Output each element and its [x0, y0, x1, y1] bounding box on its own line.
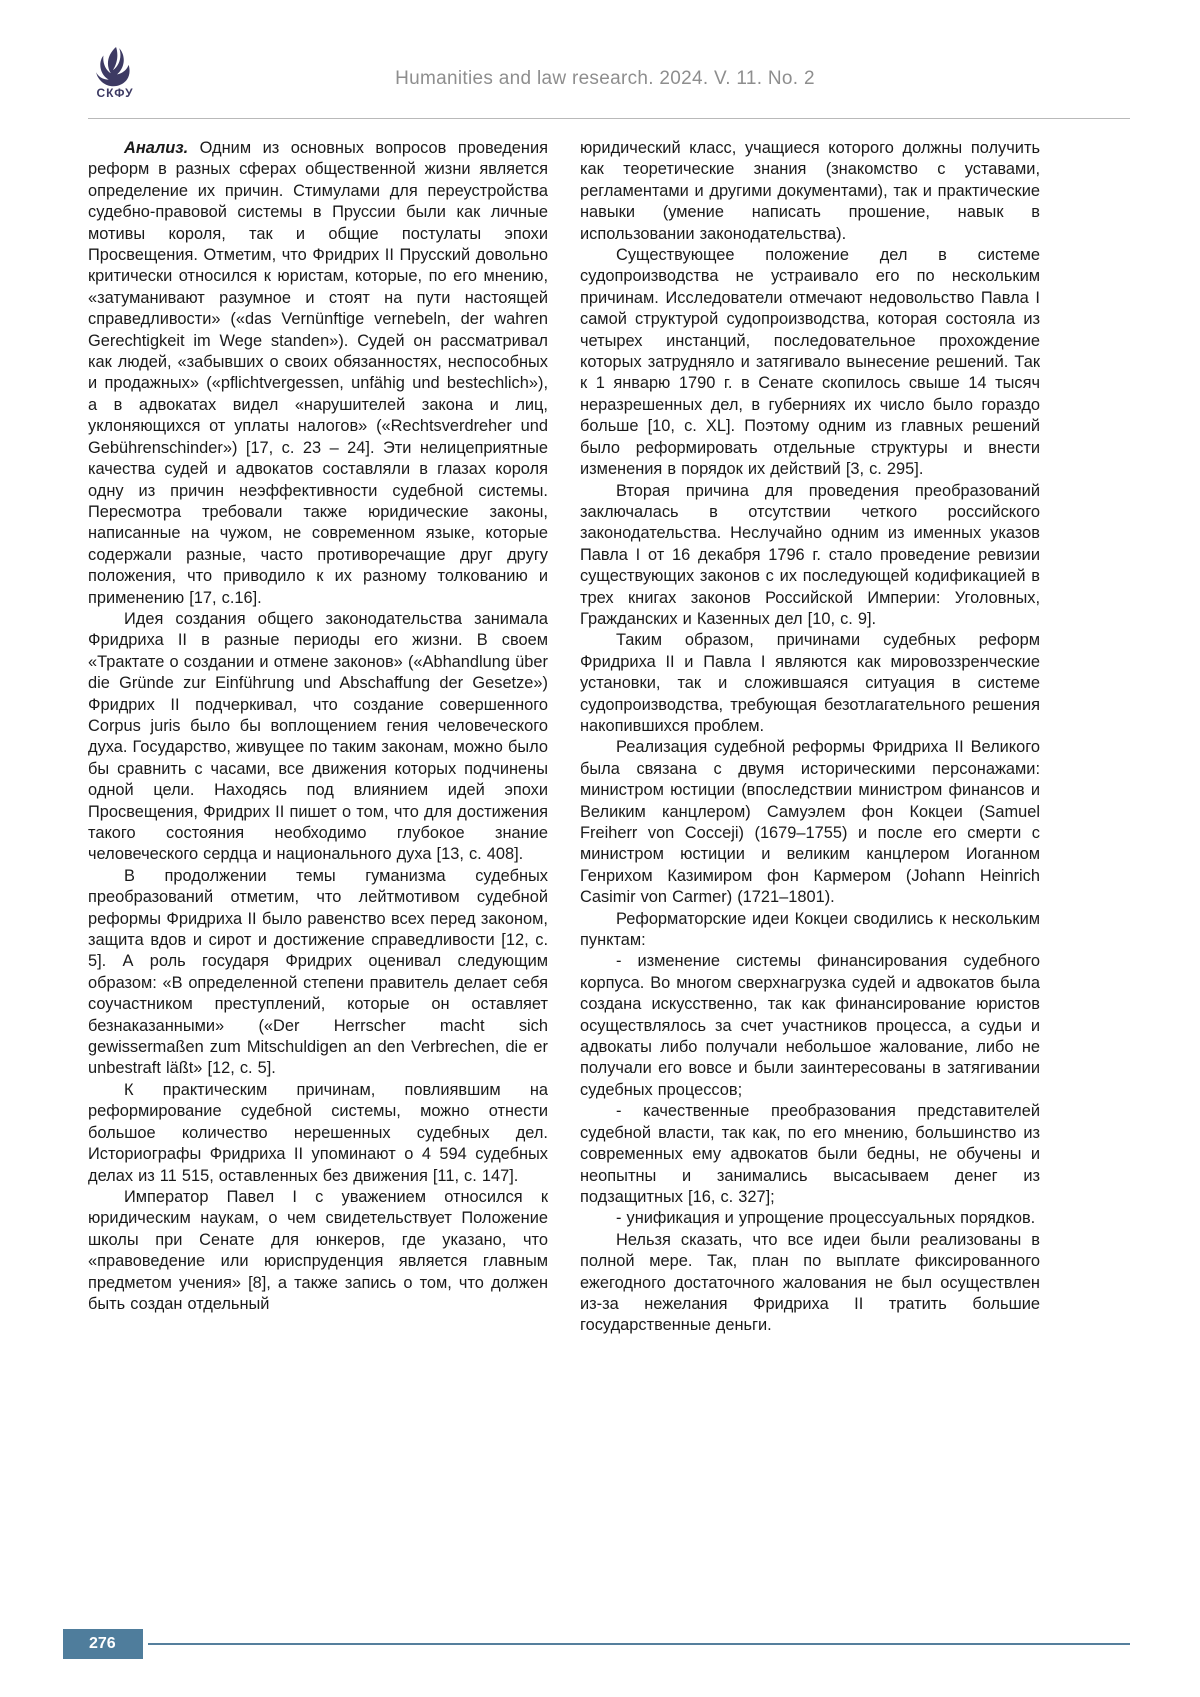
paragraph: Вторая причина для проведения преобразований заключалась в отсутствии четкого российского законодательства. Неслучайно одним из именных указов Павла I от 16 декабря 1796 г. стало проведение ревизии существующих законов с их последующей кодификацией в трех книгах законов Российской Империи: Уголовных, Гражданских и Казенных дел [10, с. 9]. [580, 481, 1040, 628]
page-number: 276 [89, 1635, 116, 1652]
header-divider [88, 118, 1130, 119]
footer-divider [148, 1643, 1130, 1645]
paragraph-text: Одним из основных вопросов проведения реформ в разных сферах общественной жизни является определение их причин. Стимулами для переустройства судебно-правовой системы в Пруссии были как личные мотивы короля, так и общие постулаты эпохи Просвещения. Отметим, что Фридрих II Прусский довольно критически относился к юристам, которые, по его мнению, «затуманивают разумное и стоят на пути настоящей справедливости» («das Vernünftige vernebeln, der wahren Gerechtigkeit im Wege standen»). Судей он рассматривал как людей, «забывших о своих обязанностях, неспособных и продажных» («pflichtvergessen, unfähig und bestechlich»), а в адвокатах видел «нарушителей закона и лиц, уклоняющихся от уплаты налогов» («Rechtsverdreher und Gebührenschinder») [17, с. 23 – 24]. Эти нелицеприятные качества судей и адвокатов составляли в глазах короля одну из причин неэффективности судебной системы. Пересмотра требовали также юридические законы, написанные на чужом, не современном языке, которые содержали разные, часто противоречащие друг другу положения, что приводило к их разному толкованию и применению [17, с.16]. [88, 139, 548, 607]
paragraph: Таким образом, причинами судебных реформ Фридриха II и Павла I являются как мировоззренческие установки, так и сложившаяся ситуация в системе судопроизводства, требующая безотлагательного решения накопившихся проблем. [580, 631, 1040, 735]
paragraph-continuation: юридический класс, учащиеся которого должны получить как теоретические знания (знакомство с уставами, регламентами и другими документами), так и практические навыки (умение написать прошение, навык в использовании законодательства). [580, 139, 1040, 243]
page-header [88, 44, 1122, 118]
paragraph-list-item: - качественные преобразования представителей судебной власти, так как, по его мнению, большинство из современных ему адвокатов были бедны, не обучены и неопытны и занимались высасываем денег из подзащитных [16, с. 327]; [580, 1102, 1040, 1206]
logo-text: СКФУ [96, 86, 134, 100]
paragraph: В продолжении темы гуманизма судебных преобразований отметим, что лейтмотивом судебной реформы Фридриха II было равенство всех перед законом, защита вдов и сирот и достижение справедливости [12, с. 5]. А роль государя Фридрих оценивал следующим образом: «В определенной степени правитель делает себя соучастником преступлений, которые он оставляет безнаказанными» («Der Herrscher macht sich gewissermaßen zum Mitschuldigen an den Verbrechen, die er unbestraft läßt» [12, с. 5]. [88, 866, 548, 1078]
journal-title: Humanities and law research. 2024. V. 11. No. 2 [395, 68, 815, 89]
paragraph-list-item: - унификация и упрощение процессуальных порядков. [616, 1209, 1036, 1228]
left-column [88, 138, 548, 1468]
paragraph: Нельзя сказать, что все идеи были реализованы в полной мере. Так, план по выплате фиксированного ежегодного достаточного жалования не был осуществлен из-за нежелания Фридриха II тратить большие государственные деньги. [580, 1230, 1040, 1335]
paragraph: Император Павел I с уважением относился к юридическим наукам, о чем свидетельствует Положение школы при Сенате для юнкеров, где указано, что «правоведение или юриспруденция является главным предметом учения» [8], а также запись о том, что должен быть создан отдельный [88, 1187, 548, 1313]
article-body [88, 138, 1040, 1468]
paragraph: Реформаторские идеи Кокцеи сводились к нескольким пунктам: [580, 909, 1040, 950]
paragraph: Существующее положение дел в системе судопроизводства не устраивало его по нескольким причинам. Исследователи отмечают недовольство Павла I самой структурой судопроизводства, которая состояла из четырех инстанций, последовательное прохождение которых затрудняло и затягивало вынесение решений. Так к 1 январю 1790 г. в Сенате скопилось свыше 14 тысяч неразрешенных дел, в губерниях их число было гораздо больше [10, с. XL]. Поэтому одним из главных решений было реформировать отдельные структуры и внести изменения в порядок их действий [3, с. 295]. [580, 246, 1040, 479]
right-column [580, 138, 1040, 1468]
paragraph-list-item: - изменение системы финансирования судебного корпуса. Во многом сверхнагрузка судей и адвокатов была создана искусственно, так как финансирование юристов осуществлялось за счет участников процесса, а судьи и адвокаты либо получали небольшое жалование, либо не получали его вовсе и были заинтересованы в затягивании судебных процессов; [580, 952, 1040, 1099]
paragraph: Реализация судебной реформы Фридриха II Великого была связана с двумя историческими персонажами: министром юстиции (впоследствии министром финансов и Великим канцлером) Самуэлем фон Кокцеи (Samuel Freiherr von Cocceji) (1679–1755) и после его смерти с министром юстиции и великим канцлером Иоганном Генрихом Казимиром фон Кармером (Johann Heinrich Casimir von Carmer) (1721–1801). [580, 738, 1040, 907]
page-number-badge [63, 1629, 143, 1659]
analysis-lead: Анализ. [124, 139, 189, 157]
paragraph: К практическим причинам, повлиявшим на реформирование судебной системы, можно отнести большое количество нерешенных судебных дел. Историографы Фридриха II упоминают о 4 594 судебных делах из 11 515, оставленных без движения [11, с. 147]. [88, 1080, 548, 1185]
paragraph: Идея создания общего законодательства занимала Фридриха II в разные периоды его жизни. В своем «Трактате о создании и отмене законов» («Abhandlung über die Gründe zur Einführung und Abschaffung der Gesetze») Фридрих II подчеркивал, что создание совершенного Corpus juris было бы воплощением гения человеческого духа. Государство, живущее по таким законам, можно было бы сравнить с часами, все движения которых подчинены одной цели. Находясь под влиянием идей эпохи Просвещения, Фридрих II пишет о том, что для достижения такого состояния необходимо глубокое знание человеческого сердца и национального духа [13, с. 408]. [88, 609, 548, 864]
paragraph-analysis [88, 138, 548, 609]
